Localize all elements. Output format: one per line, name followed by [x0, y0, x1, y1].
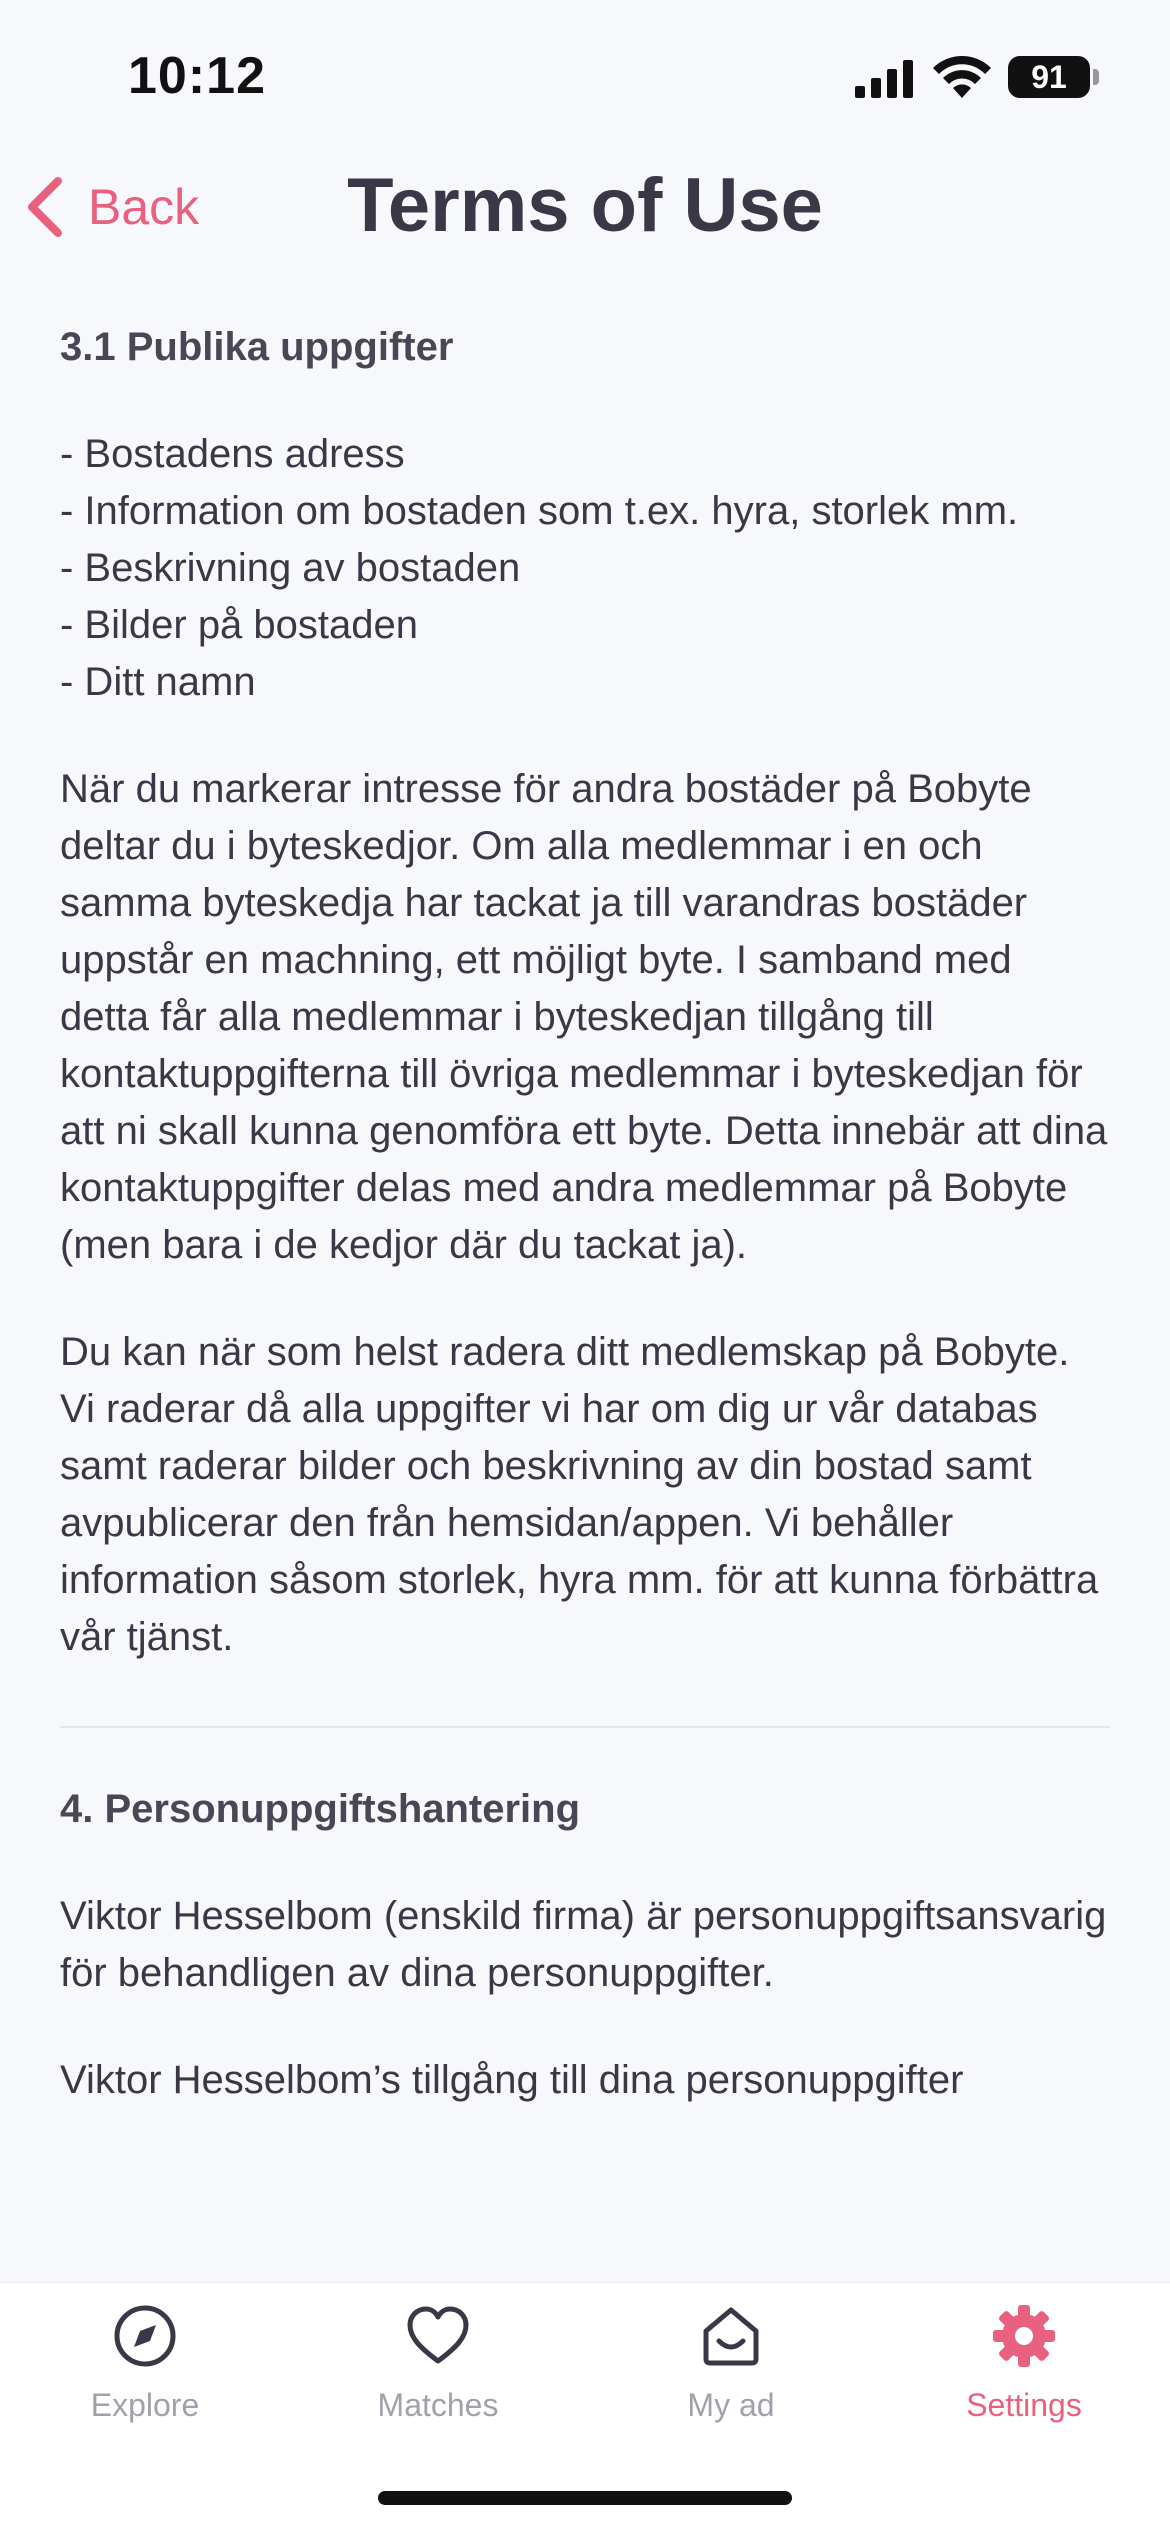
tab-explore[interactable]: [25, 2303, 265, 2443]
public-data-list: [60, 426, 1110, 711]
list-item: - Beskrivning av bostaden: [60, 546, 521, 590]
paragraph: Viktor Hesselbom (enskild firma) är personuppgiftsansvarig för behandligen av dina personuppgifter.: [60, 1894, 1107, 1995]
terms-content[interactable]: [60, 300, 1110, 2280]
tab-my-ad[interactable]: [611, 2303, 851, 2443]
paragraph: Viktor Hesselbom’s tillgång till dina personuppgifter: [60, 2058, 964, 2102]
tab-label: My ad: [687, 2387, 775, 2423]
nav-header: [0, 150, 1170, 290]
tab-label: Settings: [966, 2387, 1082, 2423]
battery-icon: [1008, 56, 1090, 98]
tab-label: Explore: [90, 2387, 200, 2423]
status-time: 10:12: [128, 47, 266, 105]
home-indicator[interactable]: [378, 2491, 792, 2505]
tab-settings[interactable]: [904, 2303, 1144, 2443]
gear-icon: [991, 2303, 1057, 2369]
section-heading: 4. Personuppgiftshantering: [60, 1787, 581, 1831]
page-title: Terms of Use: [347, 163, 823, 248]
back-label: Back: [88, 179, 200, 235]
tab-label: Matches: [377, 2387, 499, 2423]
compass-icon: [112, 2303, 178, 2369]
paragraph: Du kan när som helst radera ditt medlemskap på Bobyte. Vi raderar då alla uppgifter vi har om dig ur vår databas samt raderar bilder och beskrivning av din bostad samt avpublicerar den från hemsidan/appen. Vi behåller information såsom storlek, hyra mm. för att kunna förbättra vår tjänst.: [60, 1330, 1099, 1659]
battery-tip: [1093, 69, 1099, 85]
battery-level: 91: [1031, 58, 1067, 95]
list-item: - Ditt namn: [60, 660, 256, 704]
cellular-signal-icon: [855, 60, 915, 98]
section-heading: 3.1 Publika uppgifter: [60, 325, 454, 369]
list-item: - Information om bostaden som t.ex. hyra, storlek mm.: [60, 489, 1019, 533]
section-divider: [60, 1726, 1110, 1728]
list-item: - Bostadens adress: [60, 432, 405, 476]
wifi-icon: [933, 56, 991, 98]
home-smile-icon: [698, 2303, 764, 2369]
status-bar: [0, 0, 1170, 150]
tab-matches[interactable]: [318, 2303, 558, 2443]
paragraph: När du markerar intresse för andra bostäder på Bobyte deltar du i byteskedjor. Om alla medlemmar i en och samma byteskedja har tackat ja till varandras bostäder uppstår en machning, ett möjligt byte. I samband med detta får alla medlemmar i byteskedjan tillgång till kontaktuppgifterna till övriga medlemmar i byteskedjan för att ni skall kunna genomföra ett byte. Detta innebär att dina kontaktuppgifter delas med andra medlemmar på Bobyte (men bara i de kedjor där du tackat ja).: [60, 767, 1108, 1267]
list-item: - Bilder på bostaden: [60, 603, 419, 647]
heart-icon: [405, 2303, 471, 2369]
